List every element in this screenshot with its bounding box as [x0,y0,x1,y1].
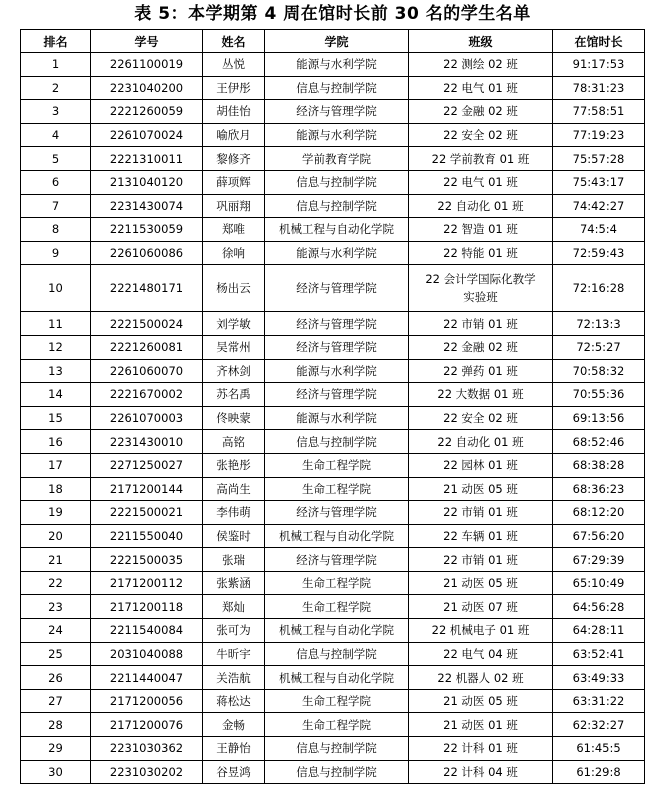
college-cell: 生命工程学院 [265,477,409,501]
table-row [21,548,645,572]
table-header-row [21,30,645,53]
name-cell: 张紫涵 [203,571,265,595]
duration-cell: 67:56:20 [553,524,645,548]
student-id-cell: 2171200144 [91,477,203,501]
table-row [21,100,645,124]
document-title: 表 5：本学期第 4 周在馆时长前 30 名的学生名单 [134,4,531,24]
college-cell: 信息与控制学院 [265,642,409,666]
table-row [21,123,645,147]
table-row [21,477,645,501]
duration-cell: 74:42:27 [553,194,645,218]
college-cell: 机械工程与自动化学院 [265,524,409,548]
name-cell: 齐林剑 [203,359,265,383]
college-cell: 学前教育学院 [265,147,409,171]
student-id-cell: 2171200076 [91,713,203,737]
name-cell: 王静怡 [203,737,265,761]
student-id-cell: 2231430010 [91,430,203,454]
table-row [21,453,645,477]
header-college: 学院 [265,30,409,53]
duration-cell: 64:56:28 [553,595,645,619]
college-cell: 机械工程与自动化学院 [265,619,409,643]
rank-cell: 9 [21,241,91,265]
class-cell: 21 动医 01 班 [409,713,553,737]
rank-cell: 20 [21,524,91,548]
rank-cell: 11 [21,312,91,336]
name-cell: 高铭 [203,430,265,454]
duration-cell: 75:43:17 [553,170,645,194]
rank-cell: 15 [21,406,91,430]
duration-cell: 91:17:53 [553,53,645,77]
college-cell: 能源与水利学院 [265,359,409,383]
name-cell: 张可为 [203,619,265,643]
name-cell: 张艳彤 [203,453,265,477]
student-id-cell: 2221310011 [91,147,203,171]
college-cell: 生命工程学院 [265,689,409,713]
class-cell: 22 智造 01 班 [409,218,553,242]
student-id-cell: 2221500021 [91,501,203,525]
college-cell: 信息与控制学院 [265,76,409,100]
name-cell: 蒋松达 [203,689,265,713]
college-cell: 经济与管理学院 [265,501,409,525]
student-id-cell: 2221480171 [91,265,203,312]
student-id-cell: 2261070003 [91,406,203,430]
table-row [21,571,645,595]
college-cell: 信息与控制学院 [265,430,409,454]
rank-cell: 4 [21,123,91,147]
student-id-cell: 2231430074 [91,194,203,218]
rank-cell: 25 [21,642,91,666]
duration-cell: 74:5:4 [553,218,645,242]
class-cell: 21 动医 05 班 [409,689,553,713]
student-id-cell: 2231030362 [91,737,203,761]
college-cell: 生命工程学院 [265,453,409,477]
rank-cell: 27 [21,689,91,713]
rank-cell: 3 [21,100,91,124]
table-row [21,76,645,100]
student-id-cell: 2171200118 [91,595,203,619]
class-cell: 22 自动化 01 班 [409,194,553,218]
table-row [21,312,645,336]
duration-cell: 64:28:11 [553,619,645,643]
student-id-cell: 2211550040 [91,524,203,548]
duration-cell: 78:31:23 [553,76,645,100]
class-cell: 21 动医 05 班 [409,477,553,501]
student-id-cell: 2211440047 [91,666,203,690]
student-id-cell: 2261070024 [91,123,203,147]
duration-cell: 67:29:39 [553,548,645,572]
rank-cell: 8 [21,218,91,242]
table-row [21,501,645,525]
rank-cell: 14 [21,383,91,407]
class-cell: 22 弹药 01 班 [409,359,553,383]
name-cell: 刘学敏 [203,312,265,336]
rank-cell: 2 [21,76,91,100]
class-cell: 22 金融 02 班 [409,335,553,359]
duration-cell: 72:59:43 [553,241,645,265]
college-cell: 经济与管理学院 [265,100,409,124]
name-cell: 杨出云 [203,265,265,312]
ranking-table [20,29,645,784]
college-cell: 生命工程学院 [265,571,409,595]
college-cell: 信息与控制学院 [265,170,409,194]
college-cell: 经济与管理学院 [265,383,409,407]
college-cell: 能源与水利学院 [265,53,409,77]
name-cell: 薛项辉 [203,170,265,194]
name-cell: 王伊彤 [203,76,265,100]
table-row [21,595,645,619]
rank-cell: 6 [21,170,91,194]
table-row [21,147,645,171]
college-cell: 能源与水利学院 [265,123,409,147]
rank-cell: 1 [21,53,91,77]
college-cell: 信息与控制学院 [265,760,409,784]
class-cell: 21 动医 05 班 [409,571,553,595]
rank-cell: 7 [21,194,91,218]
table-row [21,524,645,548]
college-cell: 经济与管理学院 [265,312,409,336]
duration-cell: 61:45:5 [553,737,645,761]
table-row [21,666,645,690]
table-row [21,619,645,643]
class-cell: 22 大数据 01 班 [409,383,553,407]
student-id-cell: 2171200056 [91,689,203,713]
header-rank: 排名 [21,30,91,53]
table-row [21,713,645,737]
student-id-cell: 2221260059 [91,100,203,124]
table-row [21,265,645,312]
student-id-cell: 2031040088 [91,642,203,666]
rank-cell: 28 [21,713,91,737]
name-cell: 金畅 [203,713,265,737]
student-id-cell: 2131040120 [91,170,203,194]
class-cell: 22 会计学国际化教学实验班 [409,265,553,312]
class-cell: 22 学前教育 01 班 [409,147,553,171]
duration-cell: 65:10:49 [553,571,645,595]
rank-cell: 5 [21,147,91,171]
rank-cell: 10 [21,265,91,312]
duration-cell: 63:49:33 [553,666,645,690]
table-row [21,642,645,666]
rank-cell: 16 [21,430,91,454]
college-cell: 经济与管理学院 [265,548,409,572]
duration-cell: 68:12:20 [553,501,645,525]
class-cell: 22 市销 01 班 [409,501,553,525]
duration-cell: 63:52:41 [553,642,645,666]
college-cell: 经济与管理学院 [265,265,409,312]
header-student-id: 学号 [91,30,203,53]
class-cell: 22 园林 01 班 [409,453,553,477]
duration-cell: 61:29:8 [553,760,645,784]
student-id-cell: 2231040200 [91,76,203,100]
college-cell: 信息与控制学院 [265,194,409,218]
duration-cell: 70:55:36 [553,383,645,407]
class-cell: 22 机械电子 01 班 [409,619,553,643]
name-cell: 高尚生 [203,477,265,501]
duration-cell: 72:16:28 [553,265,645,312]
name-cell: 巩丽翔 [203,194,265,218]
rank-cell: 17 [21,453,91,477]
rank-cell: 26 [21,666,91,690]
student-id-cell: 2211530059 [91,218,203,242]
name-cell: 黎修齐 [203,147,265,171]
name-cell: 胡佳怡 [203,100,265,124]
class-cell: 22 电气 01 班 [409,76,553,100]
class-cell: 22 测绘 02 班 [409,53,553,77]
table-row [21,170,645,194]
table-row [21,406,645,430]
rank-cell: 29 [21,737,91,761]
name-cell: 侯鉴时 [203,524,265,548]
class-cell: 22 车辆 01 班 [409,524,553,548]
rank-cell: 22 [21,571,91,595]
table-body [21,53,645,784]
duration-cell: 69:13:56 [553,406,645,430]
class-cell: 22 特能 01 班 [409,241,553,265]
class-cell: 22 市销 01 班 [409,548,553,572]
table-row [21,430,645,454]
name-cell: 关浩航 [203,666,265,690]
table-row [21,53,645,77]
name-cell: 徐响 [203,241,265,265]
class-cell: 22 安全 02 班 [409,406,553,430]
duration-cell: 68:36:23 [553,477,645,501]
name-cell: 郑灿 [203,595,265,619]
student-id-cell: 2261060086 [91,241,203,265]
rank-cell: 12 [21,335,91,359]
class-cell: 22 安全 02 班 [409,123,553,147]
name-cell: 佟映蒙 [203,406,265,430]
rank-cell: 23 [21,595,91,619]
table-row [21,689,645,713]
rank-cell: 21 [21,548,91,572]
college-cell: 信息与控制学院 [265,737,409,761]
student-id-cell: 2221260081 [91,335,203,359]
college-cell: 生命工程学院 [265,595,409,619]
class-cell: 22 市销 01 班 [409,312,553,336]
table-row [21,335,645,359]
class-cell: 21 动医 07 班 [409,595,553,619]
student-id-cell: 2261100019 [91,53,203,77]
duration-cell: 70:58:32 [553,359,645,383]
name-cell: 谷昱鸿 [203,760,265,784]
college-cell: 能源与水利学院 [265,406,409,430]
student-id-cell: 2221670002 [91,383,203,407]
duration-cell: 75:57:28 [553,147,645,171]
table-row [21,359,645,383]
duration-cell: 77:58:51 [553,100,645,124]
rank-cell: 30 [21,760,91,784]
student-id-cell: 2231030202 [91,760,203,784]
student-id-cell: 2211540084 [91,619,203,643]
name-cell: 牛昕宇 [203,642,265,666]
name-cell: 苏名禹 [203,383,265,407]
name-cell: 吴常州 [203,335,265,359]
class-cell: 22 电气 01 班 [409,170,553,194]
student-id-cell: 2221500024 [91,312,203,336]
student-id-cell: 2261060070 [91,359,203,383]
duration-cell: 72:5:27 [553,335,645,359]
table-row [21,241,645,265]
header-duration: 在馆时长 [553,30,645,53]
college-cell: 能源与水利学院 [265,241,409,265]
table-row [21,383,645,407]
name-cell: 李伟萌 [203,501,265,525]
duration-cell: 77:19:23 [553,123,645,147]
class-cell: 22 计科 04 班 [409,760,553,784]
table-row [21,194,645,218]
duration-cell: 68:52:46 [553,430,645,454]
duration-cell: 62:32:27 [553,713,645,737]
rank-cell: 19 [21,501,91,525]
college-cell: 机械工程与自动化学院 [265,218,409,242]
class-cell: 22 机器人 02 班 [409,666,553,690]
college-cell: 生命工程学院 [265,713,409,737]
class-cell: 22 计科 01 班 [409,737,553,761]
header-name: 姓名 [203,30,265,53]
rank-cell: 18 [21,477,91,501]
name-cell: 张瑞 [203,548,265,572]
class-cell: 22 自动化 01 班 [409,430,553,454]
student-id-cell: 2221500035 [91,548,203,572]
table-row [21,737,645,761]
duration-cell: 72:13:3 [553,312,645,336]
header-class: 班级 [409,30,553,53]
student-id-cell: 2171200112 [91,571,203,595]
rank-cell: 13 [21,359,91,383]
rank-cell: 24 [21,619,91,643]
name-cell: 丛悦 [203,53,265,77]
class-cell: 22 金融 02 班 [409,100,553,124]
name-cell: 喻欣月 [203,123,265,147]
table-row [21,218,645,242]
table-row [21,760,645,784]
student-id-cell: 2271250027 [91,453,203,477]
college-cell: 经济与管理学院 [265,335,409,359]
name-cell: 郑唯 [203,218,265,242]
class-cell: 22 电气 04 班 [409,642,553,666]
duration-cell: 68:38:28 [553,453,645,477]
duration-cell: 63:31:22 [553,689,645,713]
college-cell: 机械工程与自动化学院 [265,666,409,690]
